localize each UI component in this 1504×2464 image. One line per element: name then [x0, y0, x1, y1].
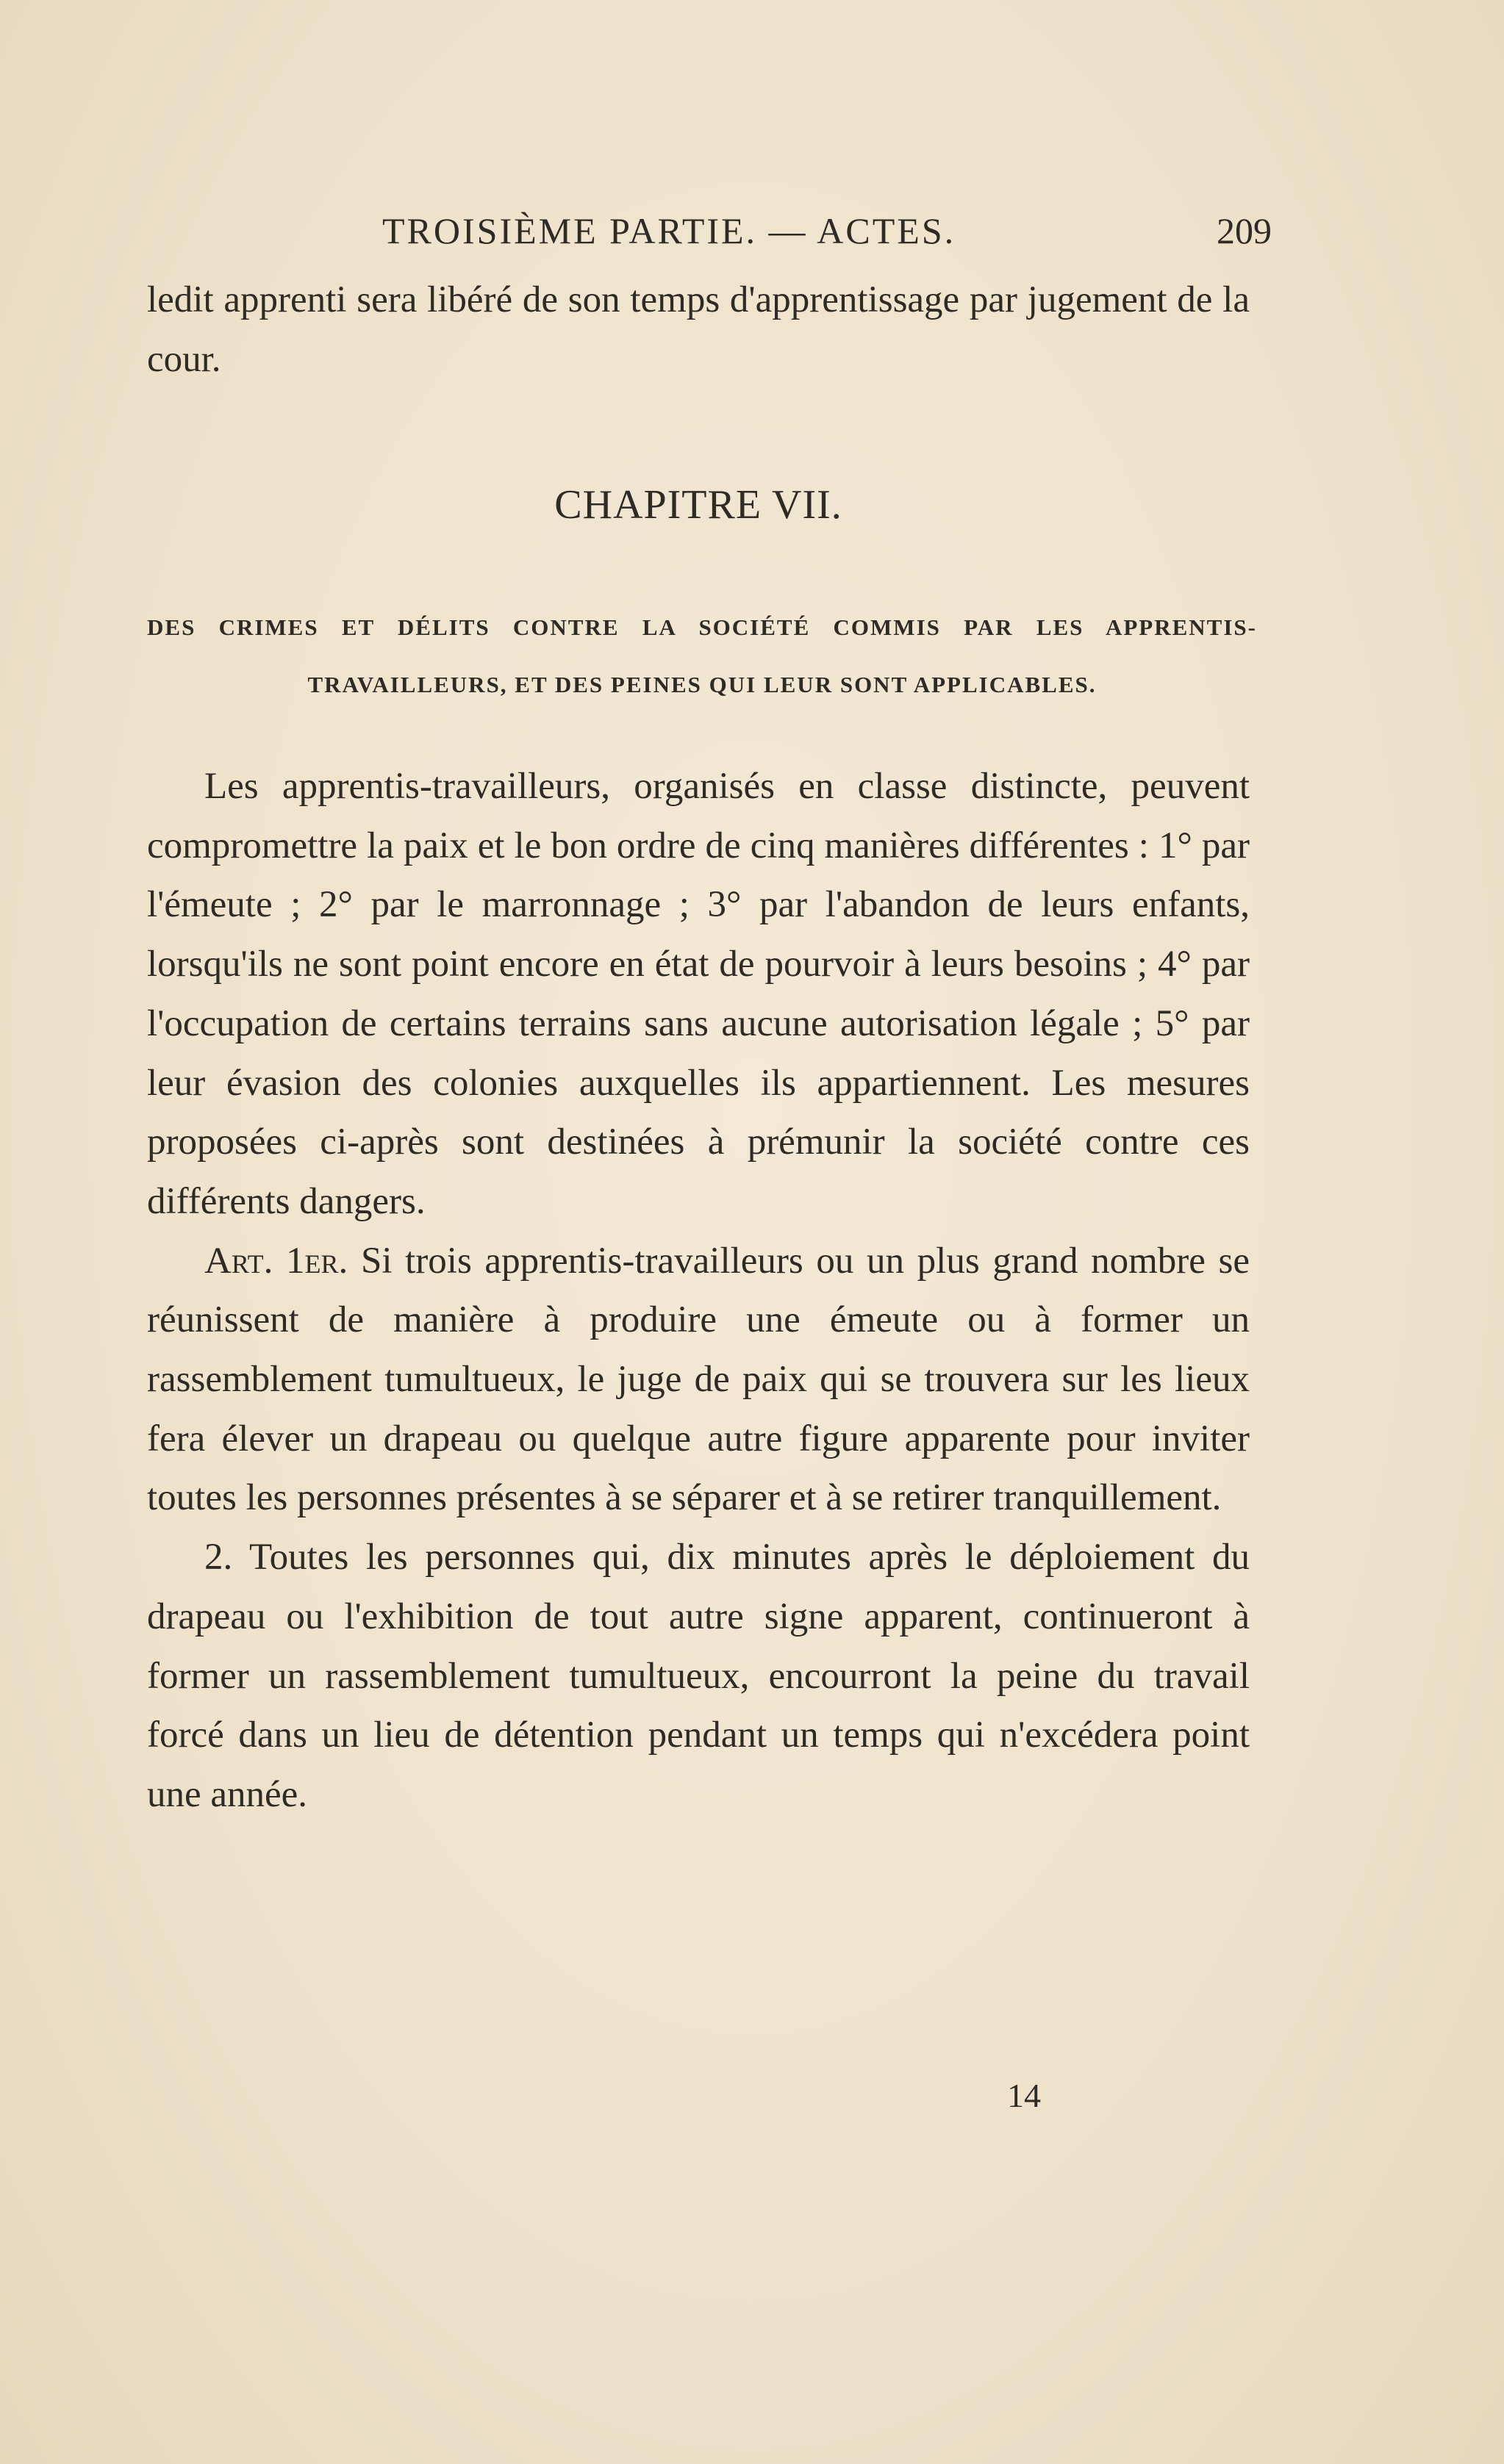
chapter-subtitle: DES CRIMES ET DÉLITS CONTRE LA SOCIÉTÉ COMMIS PAR LES APPRENTIS-TRAVAILLEURS, ET DES PEINES QUI LEUR SONT APPLICABLES. — [147, 614, 1257, 697]
article-2-text: Toutes les personnes qui, dix minutes après le déploiement du drapeau ou l'exhibition de tout autre signe apparent, continueront à former un rassemblement tumultueux, encourront la peine du travail forcé dans un lieu de détention pendant un temps qui n'excédera point une année. — [147, 1537, 1250, 1815]
page-number: 209 — [1217, 210, 1272, 251]
intro-paragraph: Les apprentis-travailleurs, organisés en classe distincte, peuvent compromettre la paix et le bon ordre de cinq manières différentes : 1° par l'émeute ; 2° par le marronnage ; 3° par l'abandon de leurs enfants, lorsqu'ils ne sont point encore en état de pourvoir à leurs besoins ; 4° par l'occupation de certains terrains sans aucune autorisation légale ; 5° par leur évasion des colonies auxquelles ils appartiennent. Les mesures proposées ci-après sont destinées à prémunir la société contre ces différents dangers. — [147, 766, 1250, 1222]
chapter-body — [147, 757, 1250, 1825]
article-1-text: Si trois apprentis-travailleurs ou un plus grand nombre se réunissent de manière à produire une émeute ou à former un rassemblement tumultueux, le juge de paix qui se trouvera sur les lieux fera élever un drapeau ou quelque autre figure apparente pour inviter toutes les personnes présentes à se séparer et à se retirer tranquillement. — [147, 1240, 1250, 1519]
running-head — [147, 209, 1272, 261]
article-1-label: Art. 1er. — [204, 1240, 348, 1282]
article-1 — [147, 1232, 1250, 1529]
article-2 — [147, 1528, 1250, 1825]
article-2-label: 2. — [204, 1537, 233, 1578]
continuation-paragraph: ledit apprenti sera libéré de son temps d'apprentissage par jugement de la cour. — [147, 279, 1250, 380]
signature-mark: 14 — [1007, 2077, 1041, 2114]
chapter-heading: CHAPITRE VII. — [554, 482, 842, 528]
running-title: TROISIÈME PARTIE. — ACTES. — [382, 210, 956, 251]
